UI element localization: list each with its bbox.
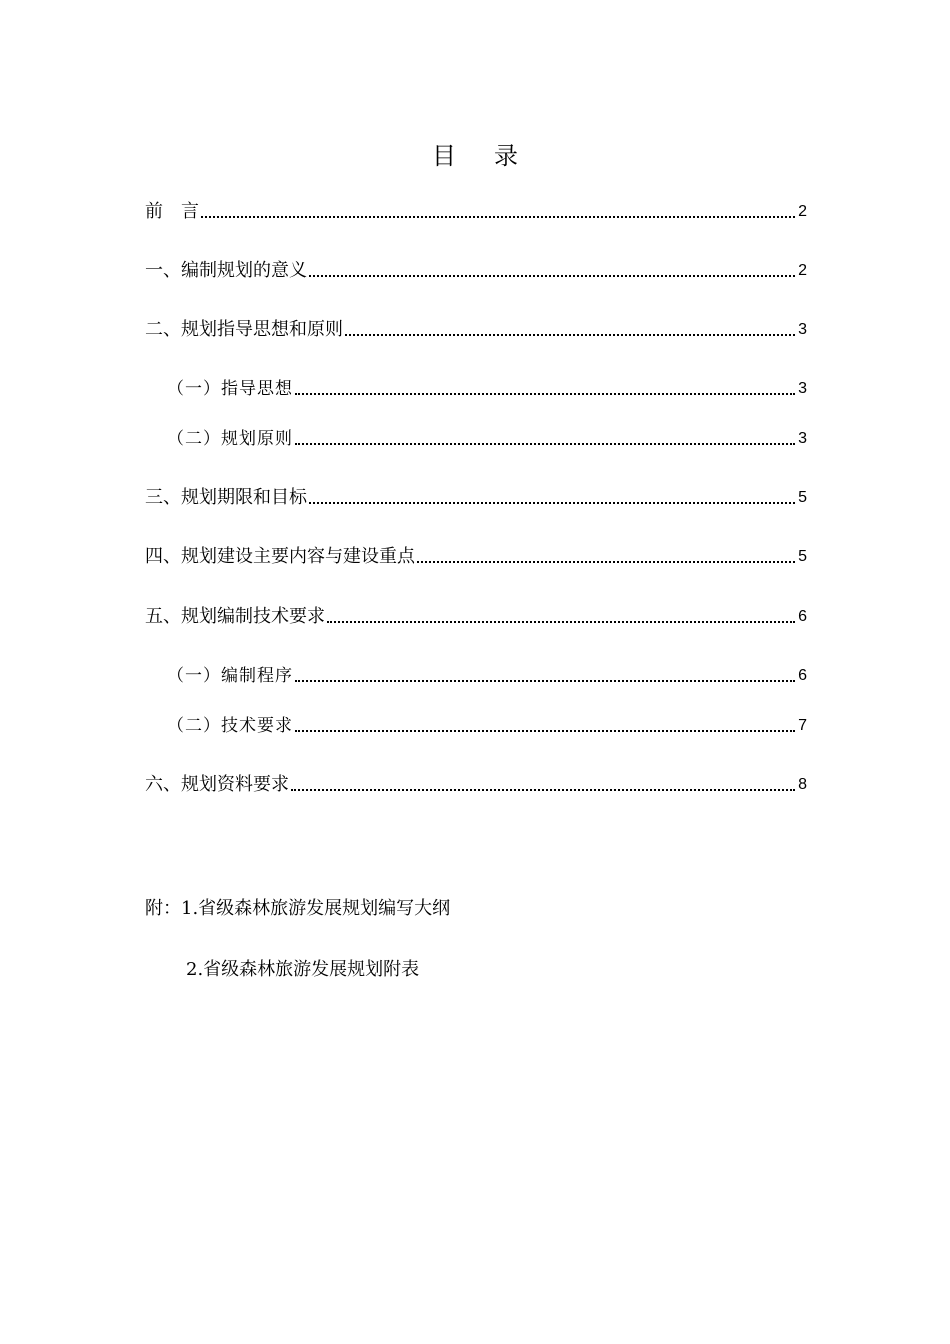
toc-entry-label: （一）编制程序: [167, 666, 293, 686]
toc-entry-preface[interactable]: [145, 199, 807, 225]
dot-leader: [309, 275, 795, 277]
toc-entry-section-3[interactable]: [145, 485, 807, 511]
dot-leader: [295, 443, 795, 445]
toc-entry-label: 前 言: [145, 201, 199, 222]
toc-title-char-2: 录: [494, 142, 518, 170]
appendix-item-2: 2.省级森林旅游发展规划附表: [186, 959, 420, 980]
dot-leader: [291, 789, 795, 791]
toc-title: [0, 136, 950, 171]
toc-entry-page: 3: [798, 380, 807, 397]
appendix-line-2: [186, 957, 419, 983]
toc-entry-page: 2: [798, 262, 807, 279]
toc-title-char-1: 目: [432, 142, 456, 170]
toc-entry-section-6[interactable]: [145, 772, 807, 798]
dot-leader: [201, 216, 795, 218]
toc-entry-page: 3: [798, 321, 807, 338]
dot-leader: [309, 502, 795, 504]
dot-leader: [345, 334, 795, 336]
toc-entry-label: 四、规划建设主要内容与建设重点: [145, 546, 415, 567]
dot-leader: [295, 680, 795, 682]
appendix-item-1: 1.省级森林旅游发展规划编写大纲: [181, 898, 451, 919]
toc-entry-label: 一、编制规划的意义: [145, 260, 307, 281]
dot-leader: [327, 621, 795, 623]
toc-entry-section-5[interactable]: [145, 604, 807, 630]
toc-entry-page: 5: [798, 489, 807, 506]
toc-entry-section-2[interactable]: [145, 317, 807, 343]
toc-entry-label: 二、规划指导思想和原则: [145, 319, 343, 340]
dot-leader: [417, 561, 795, 563]
toc-entry-label: （二）规划原则: [167, 429, 293, 449]
toc-entry-page: 5: [798, 548, 807, 565]
toc-entry-label: 六、规划资料要求: [145, 774, 289, 795]
toc-entry-page: 6: [798, 608, 807, 625]
toc-entry-label: 三、规划期限和目标: [145, 487, 307, 508]
toc-entry-label: （一）指导思想: [167, 379, 293, 399]
toc-entry-section-4[interactable]: [145, 544, 807, 570]
toc-entry-label: （二）技术要求: [167, 716, 293, 736]
dot-leader: [295, 393, 795, 395]
toc-entry-section-2-1[interactable]: [167, 376, 807, 402]
toc-entry-page: 8: [798, 776, 807, 793]
toc-entry-page: 7: [798, 717, 807, 734]
toc-entry-page: 2: [798, 203, 807, 220]
toc-entry-section-2-2[interactable]: [167, 426, 807, 452]
toc-entry-section-5-1[interactable]: [167, 663, 807, 689]
dot-leader: [295, 730, 795, 732]
toc-entry-section-1[interactable]: [145, 258, 807, 284]
toc-entry-page: 6: [798, 667, 807, 684]
toc-entry-label: 五、规划编制技术要求: [145, 606, 325, 627]
toc-entry-section-5-2[interactable]: [167, 713, 807, 739]
appendix-line-1: [145, 896, 450, 922]
appendix-prefix: 附：: [145, 898, 181, 919]
toc-entry-page: 3: [798, 430, 807, 447]
